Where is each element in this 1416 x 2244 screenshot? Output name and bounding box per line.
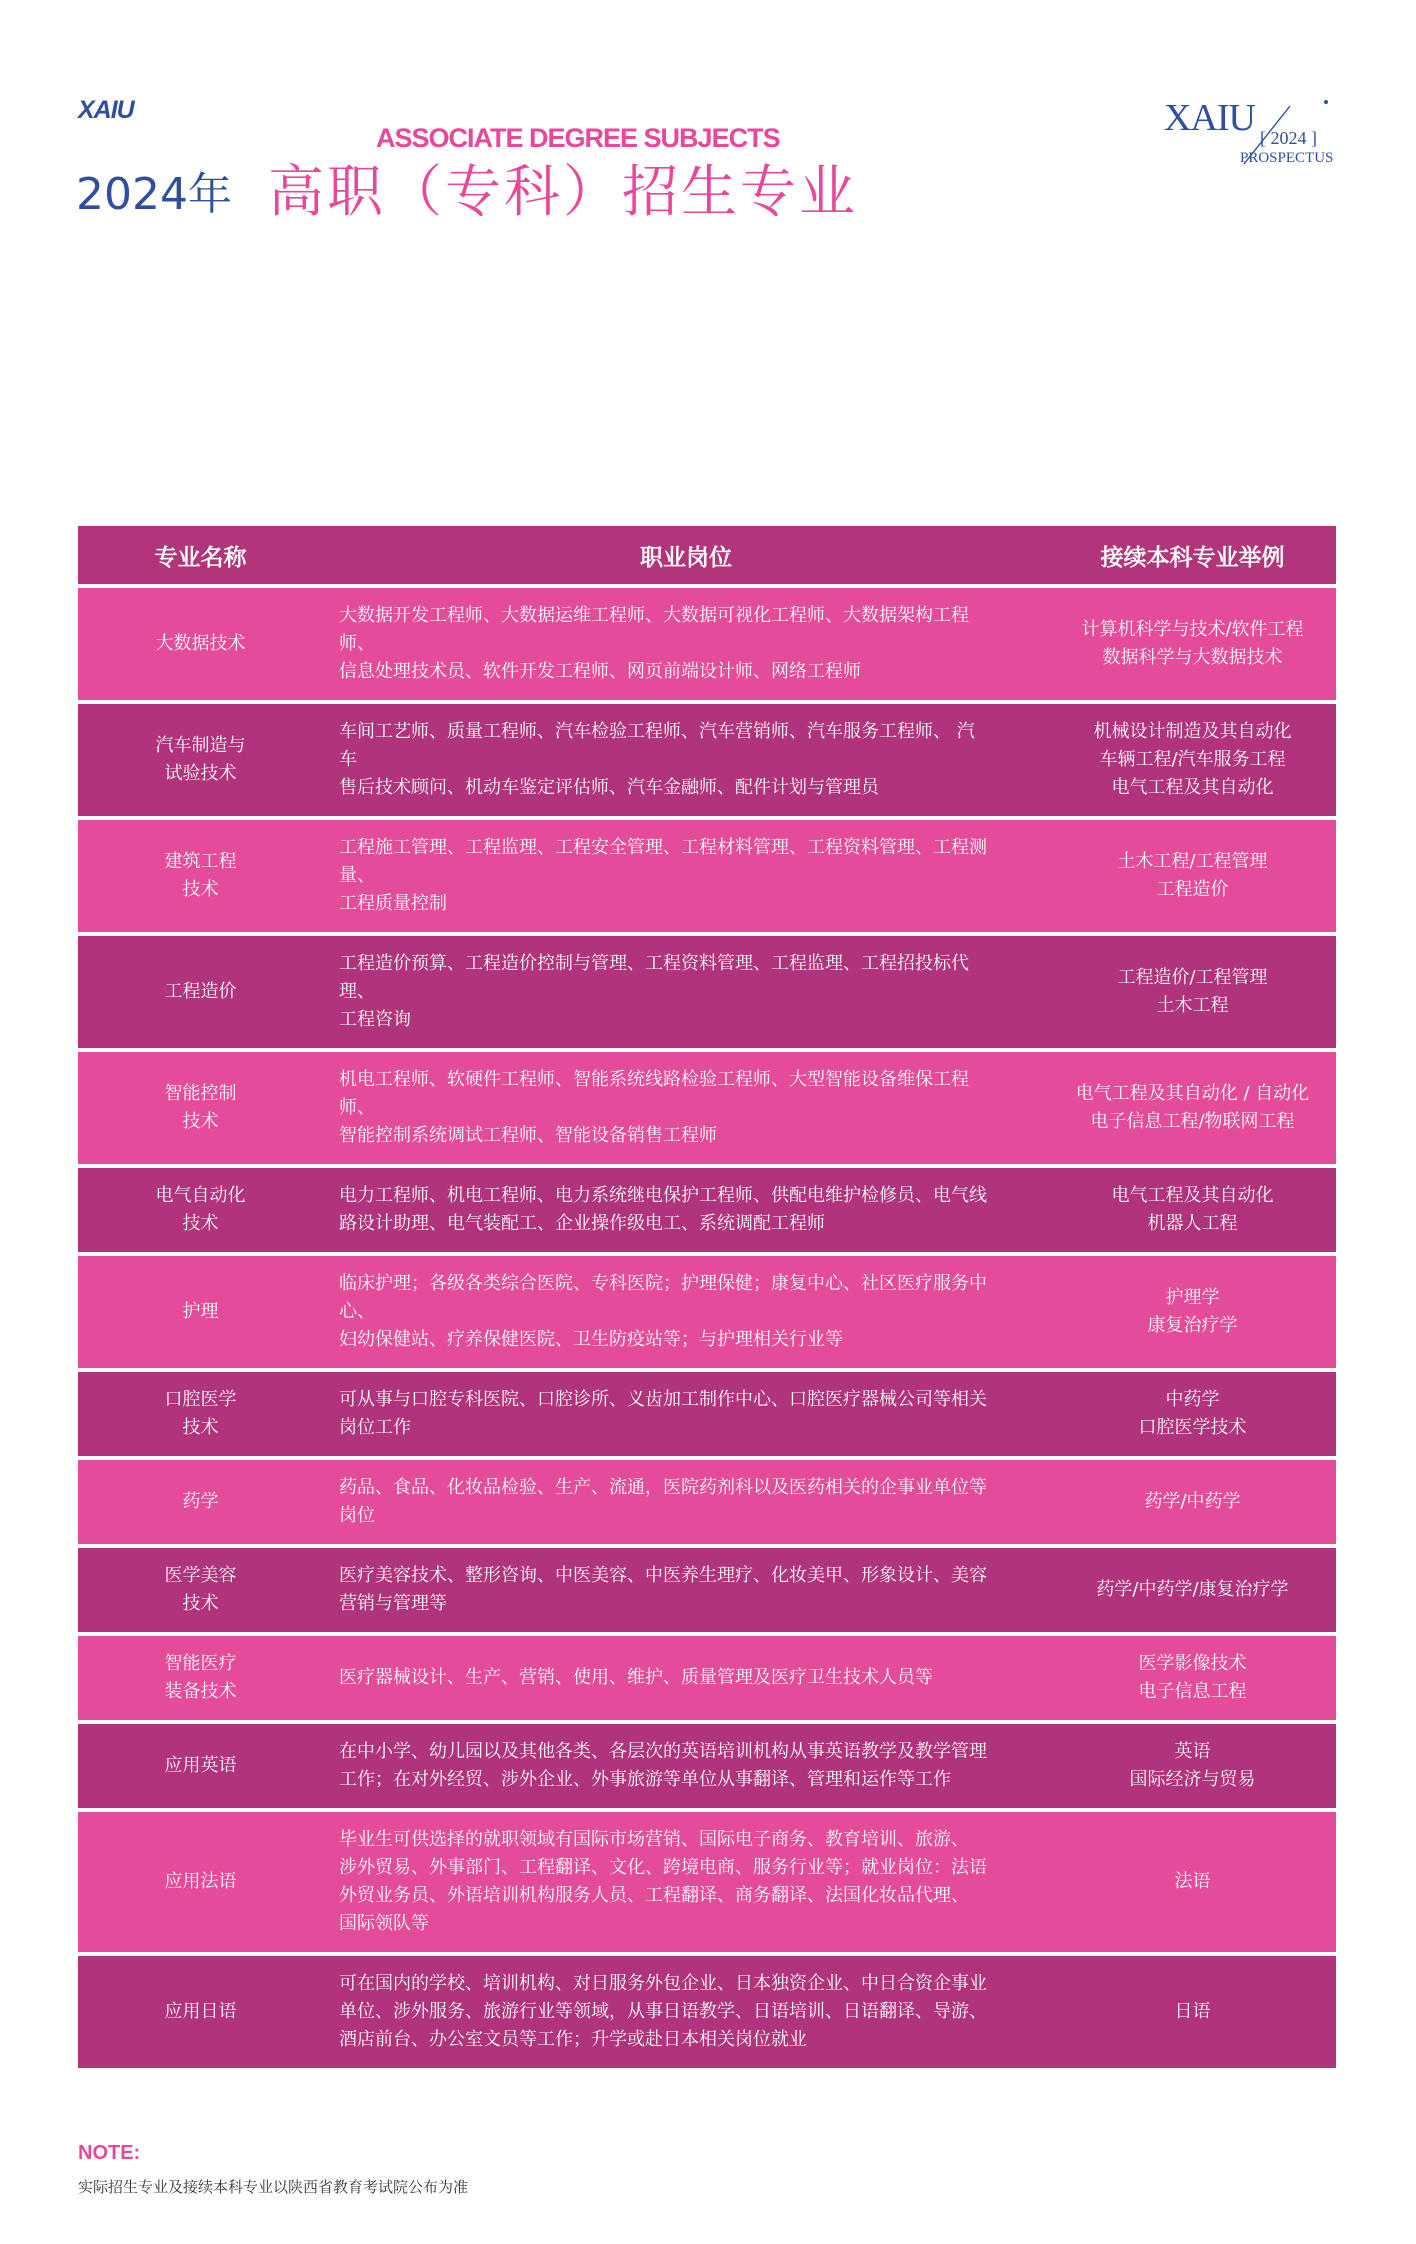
table-row bbox=[78, 934, 1336, 1050]
header-major-name: 专业名称 bbox=[78, 526, 323, 586]
bachelor-cell-line: 康复治疗学 bbox=[1147, 1315, 1238, 1336]
bachelor-cell-line: 电气工程及其自动化 bbox=[1111, 1185, 1274, 1206]
major-name-cell bbox=[78, 934, 323, 1050]
bachelor-cell-line: 英语 bbox=[1174, 1741, 1211, 1762]
major-name-cell bbox=[78, 1634, 323, 1722]
xaiu-logo: XAIU bbox=[78, 96, 134, 124]
major-name-cell-line: 智能控制 bbox=[164, 1083, 237, 1104]
bachelor-cell-line: 中药学 bbox=[1165, 1389, 1220, 1410]
table-body bbox=[78, 586, 1336, 2070]
bachelor-cell-line: 日语 bbox=[1174, 2001, 1211, 2022]
jobs-cell bbox=[323, 1546, 1049, 1634]
jobs-cell bbox=[323, 934, 1049, 1050]
major-name-cell-line: 工程造价 bbox=[164, 981, 237, 1002]
prospectus-logo-name: XAIU bbox=[1164, 97, 1255, 139]
major-name-cell bbox=[78, 586, 323, 702]
jobs-cell-line: 酒店前台、办公室文员等工作；升学或赴日本相关岗位就业 bbox=[339, 2029, 807, 2050]
major-name-cell bbox=[78, 702, 323, 818]
jobs-cell-line: 路设计助理、电气装配工、企业操作级电工、系统调配工程师 bbox=[339, 1213, 825, 1234]
prospectus-label: PROSPECTUS bbox=[1240, 150, 1334, 166]
bachelor-cell-line: 口腔医学技术 bbox=[1138, 1417, 1247, 1438]
bachelor-cell bbox=[1049, 1634, 1336, 1722]
major-name-cell bbox=[78, 1954, 323, 2070]
note-label: NOTE: bbox=[78, 2142, 141, 2164]
jobs-cell bbox=[323, 1634, 1049, 1722]
major-name-cell-line: 装备技术 bbox=[164, 1681, 237, 1702]
jobs-cell-line: 药品、食品、化妆品检验、生产、流通，医院药剂科以及医药相关的企事业单位等 bbox=[339, 1477, 987, 1498]
major-name-cell-line: 汽车制造与 bbox=[155, 735, 246, 756]
major-name-cell bbox=[78, 1370, 323, 1458]
major-name-cell bbox=[78, 1722, 323, 1810]
jobs-cell-line: 大数据开发工程师、大数据运维工程师、大数据可视化工程师、大数据架构工程师、 bbox=[339, 605, 969, 654]
major-name-cell-line: 技术 bbox=[182, 1111, 219, 1132]
bachelor-cell-line: 计算机科学与技术/软件工程 bbox=[1081, 619, 1304, 640]
major-name-cell-line: 电气自动化 bbox=[155, 1185, 246, 1206]
jobs-cell-line: 工作；在对外经贸、涉外企业、外事旅游等单位从事翻译、管理和运作等工作 bbox=[339, 1769, 951, 1790]
jobs-cell bbox=[323, 586, 1049, 702]
bachelor-cell-line: 国际经济与贸易 bbox=[1129, 1769, 1256, 1790]
header-bachelor: 接续本科专业举例 bbox=[1049, 526, 1336, 586]
prospectus-logo bbox=[1160, 92, 1340, 182]
year-label: 2024年 bbox=[76, 169, 232, 220]
bachelor-cell-line: 护理学 bbox=[1165, 1287, 1220, 1308]
table-row bbox=[78, 1546, 1336, 1634]
bachelor-cell-line: 药学/中药学 bbox=[1144, 1491, 1241, 1512]
table-row bbox=[78, 586, 1336, 702]
major-name-cell-line: 建筑工程 bbox=[164, 851, 237, 872]
jobs-cell-line: 工程造价预算、工程造价控制与管理、工程资料管理、工程监理、工程招投标代理、 bbox=[339, 953, 969, 1002]
bachelor-cell bbox=[1049, 1370, 1336, 1458]
major-name-cell-line: 试验技术 bbox=[164, 763, 237, 784]
jobs-cell-line: 涉外贸易、外事部门、工程翻译、文化、跨境电商、服务行业等；就业岗位：法语 bbox=[339, 1857, 987, 1878]
bachelor-cell bbox=[1049, 1458, 1336, 1546]
jobs-cell-line: 智能控制系统调试工程师、智能设备销售工程师 bbox=[339, 1125, 717, 1146]
jobs-cell-line: 毕业生可供选择的就职领域有国际市场营销、国际电子商务、教育培训、旅游、 bbox=[339, 1829, 969, 1850]
table-row bbox=[78, 1954, 1336, 2070]
table-header-row bbox=[78, 526, 1336, 586]
bachelor-cell bbox=[1049, 1954, 1336, 2070]
bachelor-cell-line: 药学/中药学/康复治疗学 bbox=[1096, 1579, 1289, 1600]
jobs-cell bbox=[323, 1370, 1049, 1458]
table-row bbox=[78, 1810, 1336, 1954]
jobs-cell-line: 电力工程师、机电工程师、电力系统继电保护工程师、供配电维护检修员、电气线 bbox=[339, 1185, 987, 1206]
bachelor-cell-line: 电气工程及其自动化 bbox=[1111, 777, 1274, 798]
bachelor-cell-line: 法语 bbox=[1174, 1871, 1211, 1892]
bachelor-cell-line: 土木工程/工程管理 bbox=[1117, 851, 1268, 872]
major-name-cell-line: 口腔医学 bbox=[164, 1389, 237, 1410]
table-row bbox=[78, 818, 1336, 934]
jobs-cell-line: 工程施工管理、工程监理、工程安全管理、工程材料管理、工程资料管理、工程测量、 bbox=[339, 837, 987, 886]
jobs-cell-line: 岗位 bbox=[339, 1505, 375, 1526]
jobs-cell bbox=[323, 1954, 1049, 2070]
major-name-cell bbox=[78, 1810, 323, 1954]
major-name-cell-line: 技术 bbox=[182, 1213, 219, 1234]
major-name-cell bbox=[78, 1050, 323, 1166]
jobs-cell-line: 营销与管理等 bbox=[339, 1593, 447, 1614]
prospectus-year: [ 2024 ] bbox=[1260, 128, 1317, 148]
subtitle-en: ASSOCIATE DEGREE SUBJECTS bbox=[376, 123, 780, 153]
note-text: 实际招生专业及接续本科专业以陕西省教育考试院公布为准 bbox=[78, 2178, 469, 2196]
major-name-cell-line: 技术 bbox=[182, 1593, 219, 1614]
bachelor-cell-line: 电子信息工程 bbox=[1138, 1681, 1247, 1702]
major-name-cell-line: 护理 bbox=[182, 1301, 219, 1322]
major-name-cell-line: 技术 bbox=[182, 1417, 219, 1438]
major-name-cell bbox=[78, 818, 323, 934]
jobs-cell-line: 售后技术顾问、机动车鉴定评估师、汽车金融师、配件计划与管理员 bbox=[339, 777, 879, 798]
major-name-cell bbox=[78, 1546, 323, 1634]
jobs-cell-line: 工程质量控制 bbox=[339, 893, 447, 914]
major-name-cell-line: 应用法语 bbox=[164, 1871, 237, 1892]
jobs-cell-line: 妇幼保健站、疗养保健医院、卫生防疫站等；与护理相关行业等 bbox=[339, 1329, 843, 1350]
jobs-cell-line: 外贸业务员、外语培训机构服务人员、工程翻译、商务翻译、法国化妆品代理、 bbox=[339, 1885, 969, 1906]
dot-mark bbox=[1324, 100, 1328, 104]
jobs-cell bbox=[323, 1254, 1049, 1370]
jobs-cell bbox=[323, 1050, 1049, 1166]
table-row bbox=[78, 1722, 1336, 1810]
major-name-cell-line: 医学美容 bbox=[164, 1565, 237, 1586]
bachelor-cell bbox=[1049, 1722, 1336, 1810]
table-row bbox=[78, 1254, 1336, 1370]
major-name-cell bbox=[78, 1458, 323, 1546]
bachelor-cell-line: 工程造价/工程管理 bbox=[1117, 967, 1268, 988]
jobs-cell-line: 可从事与口腔专科医院、口腔诊所、义齿加工制作中心、口腔医疗器械公司等相关 bbox=[339, 1389, 987, 1410]
jobs-cell-line: 医疗美容技术、整形咨询、中医美容、中医养生理疗、化妆美甲、形象设计、美容 bbox=[339, 1565, 987, 1586]
bachelor-cell-line: 电子信息工程/物联网工程 bbox=[1090, 1111, 1295, 1132]
jobs-cell-line: 单位、涉外服务、旅游行业等领域，从事日语教学、日语培训、日语翻译、导游、 bbox=[339, 2001, 987, 2022]
bachelor-cell bbox=[1049, 702, 1336, 818]
header-jobs: 职业岗位 bbox=[323, 526, 1049, 586]
jobs-cell-line: 车间工艺师、质量工程师、汽车检验工程师、汽车营销师、汽车服务工程师、 汽车 bbox=[339, 721, 975, 770]
jobs-cell bbox=[323, 1166, 1049, 1254]
major-name-cell-line: 技术 bbox=[182, 879, 219, 900]
bachelor-cell bbox=[1049, 1166, 1336, 1254]
jobs-cell bbox=[323, 702, 1049, 818]
table-row bbox=[78, 1050, 1336, 1166]
majors-table bbox=[78, 526, 1336, 2072]
jobs-cell-line: 信息处理技术员、软件开发工程师、网页前端设计师、网络工程师 bbox=[339, 661, 861, 682]
jobs-cell bbox=[323, 818, 1049, 934]
bachelor-cell bbox=[1049, 586, 1336, 702]
bachelor-cell bbox=[1049, 1254, 1336, 1370]
jobs-cell-line: 在中小学、幼儿园以及其他各类、各层次的英语培训机构从事英语教学及教学管理 bbox=[339, 1741, 987, 1762]
bachelor-cell bbox=[1049, 1050, 1336, 1166]
major-name-cell bbox=[78, 1166, 323, 1254]
major-name-cell-line: 应用日语 bbox=[164, 2001, 237, 2022]
jobs-cell-line: 工程咨询 bbox=[339, 1009, 411, 1030]
jobs-cell bbox=[323, 1458, 1049, 1546]
jobs-cell-line: 国际领队等 bbox=[339, 1913, 429, 1934]
bachelor-cell bbox=[1049, 1810, 1336, 1954]
jobs-cell bbox=[323, 1722, 1049, 1810]
jobs-cell bbox=[323, 1810, 1049, 1954]
major-name-cell-line: 大数据技术 bbox=[155, 633, 246, 654]
table-row bbox=[78, 1166, 1336, 1254]
bachelor-cell-line: 工程造价 bbox=[1156, 879, 1229, 900]
table-row bbox=[78, 1458, 1336, 1546]
bachelor-cell bbox=[1049, 1546, 1336, 1634]
table-row bbox=[78, 1634, 1336, 1722]
bachelor-cell-line: 电气工程及其自动化 / 自动化 bbox=[1075, 1083, 1310, 1104]
jobs-cell-line: 医疗器械设计、生产、营销、使用、维护、质量管理及医疗卫生技术人员等 bbox=[339, 1667, 933, 1688]
major-name-cell bbox=[78, 1254, 323, 1370]
major-name-cell-line: 应用英语 bbox=[164, 1755, 237, 1776]
bachelor-cell bbox=[1049, 818, 1336, 934]
bachelor-cell-line: 车辆工程/汽车服务工程 bbox=[1099, 749, 1286, 770]
bachelor-cell-line: 机械设计制造及其自动化 bbox=[1093, 721, 1292, 742]
bachelor-cell-line: 数据科学与大数据技术 bbox=[1102, 647, 1283, 668]
jobs-cell-line: 机电工程师、软硬件工程师、智能系统线路检验工程师、大型智能设备维保工程师、 bbox=[339, 1069, 969, 1118]
jobs-cell-line: 岗位工作 bbox=[339, 1417, 411, 1438]
bachelor-cell-line: 土木工程 bbox=[1156, 995, 1229, 1016]
bachelor-cell-line: 机器人工程 bbox=[1147, 1213, 1238, 1234]
table-row bbox=[78, 702, 1336, 818]
jobs-cell-line: 可在国内的学校、培训机构、对日服务外包企业、日本独资企业、中日合资企事业 bbox=[339, 1973, 987, 1994]
jobs-cell-line: 临床护理；各级各类综合医院、专科医院；护理保健；康复中心、社区医疗服务中心、 bbox=[339, 1273, 987, 1322]
major-name-cell-line: 智能医疗 bbox=[164, 1653, 237, 1674]
bachelor-cell bbox=[1049, 934, 1336, 1050]
major-name-cell-line: 药学 bbox=[182, 1491, 219, 1512]
page-title: 高职（专科）招生专业 bbox=[268, 160, 858, 225]
table-row bbox=[78, 1370, 1336, 1458]
bachelor-cell-line: 医学影像技术 bbox=[1138, 1653, 1247, 1674]
